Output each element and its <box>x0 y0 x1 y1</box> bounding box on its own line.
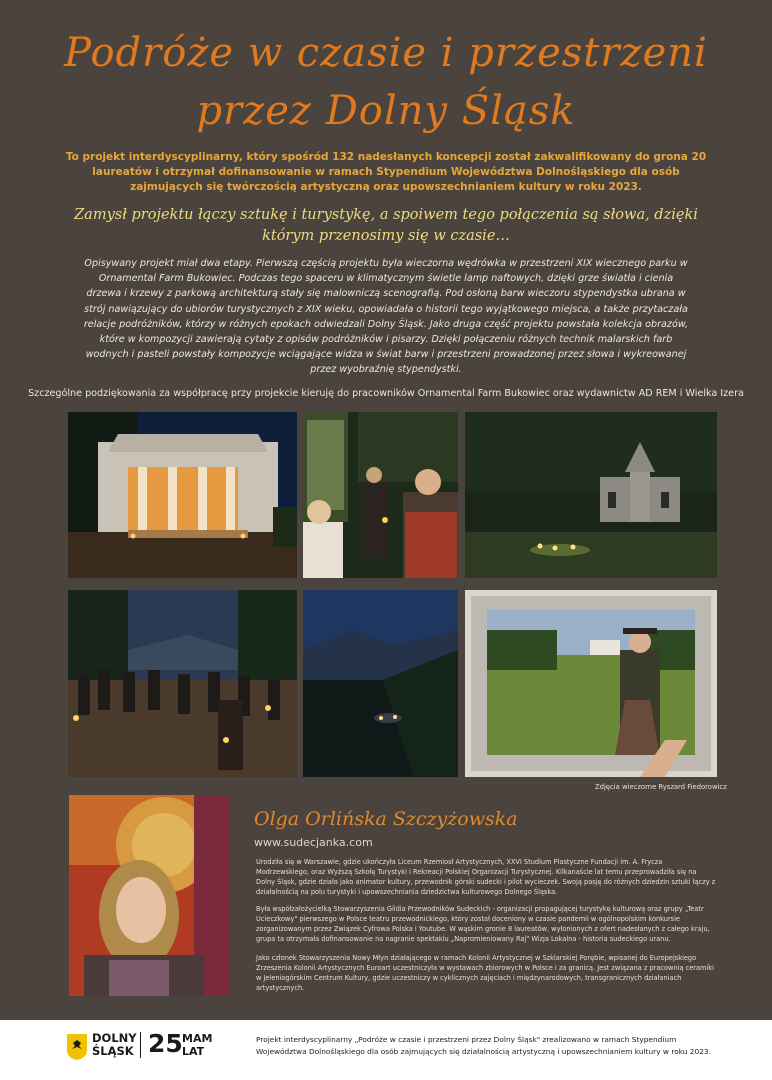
intro-paragraph: To projekt interdyscyplinarny, który spośród 132 nadesłanych koncepcji został zakwalifikowany do grona 20 laureatów i otrzymał dofinansowanie w ramach Stypendium Województwa Dolnośląskiego dla osób zajmujących się twórczością artystyczną oraz upowszechnianiem kultury w roku 2023. <box>65 151 707 193</box>
logo-slask: ŚLĄSK <box>92 1044 134 1058</box>
bio-paragraph-1: Urodziła się w Warszawie, gdzie ukończyła Liceum Rzemiosł Artystycznych, XXVI Studium Plastyczne Fundacji im. A. Frycza Modrzewskiego, oraz Wyższą Szkołę Turystyki i Rekreacji Polskiej Organizacji Turystycznej. Kilkanaście lat temu przeprowadziła się na Dolny Śląsk, gdzie działa jako animator kultury, przewodnik górski sudecki i pilot wycieczek. Swoją pasję do różnych dziedzin sztuki łączy z działalnością na polu turystyki i upowszechniania dziedzictwa kulturowego Dolnego Śląska. <box>256 858 716 896</box>
logo-divider <box>140 1032 141 1058</box>
logo-dolny: DOLNY <box>92 1031 137 1045</box>
photo-palace-portico <box>68 412 297 578</box>
portrait-photo <box>69 795 230 996</box>
photo-guide-lantern <box>303 412 458 578</box>
photo-framed-portrait <box>465 590 717 777</box>
logo-text <box>92 1032 137 1058</box>
project-description: Opisywany projekt miał dwa etapy. Pierwszą częścią projektu była wieczorna wędrówka w przestrzeni XIX wiecznego parku w Ornamental Farm Bukowiec. Podczas tego spaceru w klimatycznym świetle lamp naftowych, dzięki grze światła i cienia drzewa i krzewy z parkową architekturą stały się malowniczą scenografią. Pod osłoną barw wieczoru stypendystka ubrana w strój nawiązujący do ubiorów turystycznych z XIX wieku, opowiadała o historii tego wyjątkowego miejsca, a także przytaczała relacje podróżników, którzy w różnych epokach odwiedzali Dolny Śląsk. Jako druga część projektu powstała kolekcja obrazów, które w kompozycji zawierają cytaty z opisów podróżników i pisarzy. Dzięki połączeniu różnych technik malarskich farb wodnych i pasteli powstały kompozycje wciągające widza w świat barw i przestrzeni prowadzonej przez słowa i wykreowanej przez wyobraźnię stypendystki. <box>83 258 689 376</box>
photo-group-circle <box>68 590 297 777</box>
footer-text: Projekt interdyscyplinarny „Podróże w czasie i przestrzeni przez Dolny Śląsk" zrealizowano w ramach Stypendium Województwa Dolnośląskiego dla osób zajmujących się działalnością artystyczną i upowszechnianiem kultury w roku 2023. <box>256 1035 711 1056</box>
author-name: Olga Orlińska Szczyżowska <box>254 808 518 830</box>
page-title-line1: Podróże w czasie i przestrzeni <box>64 30 708 76</box>
logo-mam: MAM <box>182 1032 213 1045</box>
bio-paragraph-2: Była współzałożycielką Stowarzyszenia Gildia Przewodników Sudeckich - organizacji propagującej turystykę kulturową oraz grupy „Teatr Ucieczkowy" pierwszego w Polsce teatru przewodnickiego, który został doceniony w czasie pandemii w ogólnopolskim konkursie zorganizowanym przez Związek Cyfrowa Polska i Youtube. W wąskim gronie 8 laureatów, wyłonionych z ofert nadesłanych z całego kraju, grupa ta otrzymała dofinansowanie na nagranie spektaklu „Napromieniowany Raj" Wizja Lokalna - historia sudeckiego uranu. <box>256 905 710 943</box>
page-title-line2: przez Dolny Śląsk <box>196 88 576 134</box>
bio-paragraph-3: Jako członek Stowarzyszenia Nowy Młyn działającego w ramach Kolonii Artystycznej w Szklarskiej Porębie, wpisanej do Europejskiego Zrzeszenia Kolonii Artystycznych Euroart uczestniczyła w wystawach zbiorowych w Polsce i za granicą. Jest związana z pracownią ceramiki w Jeleniogórskim Centrum Kultury, gdzie uczestniczy w cyklicznych zajęciach i międzynarodowych, transgranicznych działaniach artystycznych. <box>256 954 714 992</box>
logo-lat: LAT <box>182 1045 205 1058</box>
logo-mam-lat <box>182 1032 212 1058</box>
dolny-slask-eagle-icon <box>67 1034 87 1060</box>
author-website[interactable]: www.sudecjanka.com <box>254 836 373 849</box>
footer <box>0 1020 772 1080</box>
tagline: Zamysł projektu łączy sztukę i turystykę, a spoiwem tego połączenia są słowa, dzięki którym przenosimy się w czasie… <box>74 207 698 244</box>
photo-mountain-valley <box>303 590 458 777</box>
photo-gothic-ruin <box>465 412 717 578</box>
logo-25: 25 <box>148 1029 183 1058</box>
photo-credit: Zdjęcia wieczorne Ryszard Fiedorowicz <box>595 783 727 791</box>
acknowledgements: Szczególne podziękowania za współpracę przy projekcie kieruję do pracowników Ornamental Farm Bukowiec oraz wydawnictw AD REM i Wielka Izera <box>28 388 744 399</box>
